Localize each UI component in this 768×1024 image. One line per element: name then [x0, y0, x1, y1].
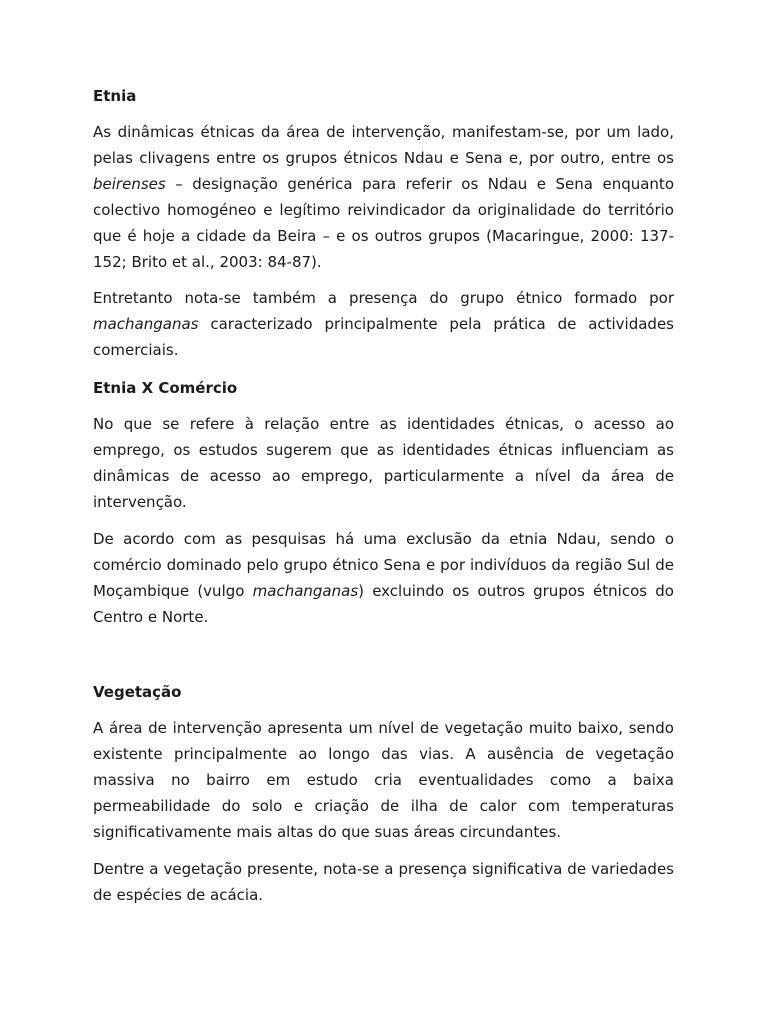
text-run: Entretanto nota-se também a presença do grupo étnico formado por	[93, 289, 674, 308]
paragraph-exclusao	[93, 527, 674, 631]
text-run: – designação genérica para referir os Ndau e Sena enquanto colectivo homogéneo e legítimo reivindicador da originalidade do território que é hoje a cidade da Beira – e os outros grupos (Macaringue, 2000: 137-152; Brito et al., 2003: 84-87).	[93, 174, 674, 271]
blank-line	[93, 641, 674, 679]
text-run: De acordo com as pesquisas há uma exclusão da etnia Ndau, sendo o comércio dominado pelo grupo étnico Sena e por indivíduos da região Sul de Moçambique (vulgo	[93, 529, 674, 600]
section-heading-etnia: Etnia	[93, 87, 137, 105]
paragraph-vegetacao-nivel: A área de intervenção apresenta um nível de vegetação muito baixo, sendo existente principalmente ao longo das vias. A ausência de vegetação massiva no bairro em estudo cria eventualidades como a baixa permeabilidade do solo e criação de ilha de calor com temperaturas significativamente mais altas do que suas áreas circundantes.	[93, 719, 674, 842]
italic-term: machanganas	[252, 581, 359, 600]
italic-term: machanganas	[93, 315, 199, 334]
paragraph-machanganas	[93, 286, 674, 364]
paragraph-identidades: No que se refere à relação entre as identidades étnicas, o acesso ao emprego, os estudos sugerem que as identidades étnicas influenciam as dinâmicas de acesso ao emprego, particularmente a nível da área de intervenção.	[93, 415, 674, 511]
section-heading-vegetacao: Vegetação	[93, 683, 182, 702]
paragraph-acacia: Dentre a vegetação presente, nota-se a presença significativa de variedades de espécies de acácia.	[93, 859, 674, 904]
italic-term: beirenses	[93, 174, 166, 193]
document-page	[93, 83, 674, 920]
paragraph-etnia-dynamics	[93, 120, 674, 275]
section-heading-etnia-comercio: Etnia X Comércio	[93, 379, 238, 398]
text-run: ) excluindo os outros grupos étnicos do Centro e Norte.	[93, 581, 674, 626]
text-run: caracterizado principalmente pela prática de actividades comerciais.	[93, 315, 674, 360]
text-run: As dinâmicas étnicas da área de intervenção, manifestam-se, por um lado, pelas clivagens entre os grupos étnicos Ndau e Sena e, por outro, entre os	[93, 123, 674, 167]
